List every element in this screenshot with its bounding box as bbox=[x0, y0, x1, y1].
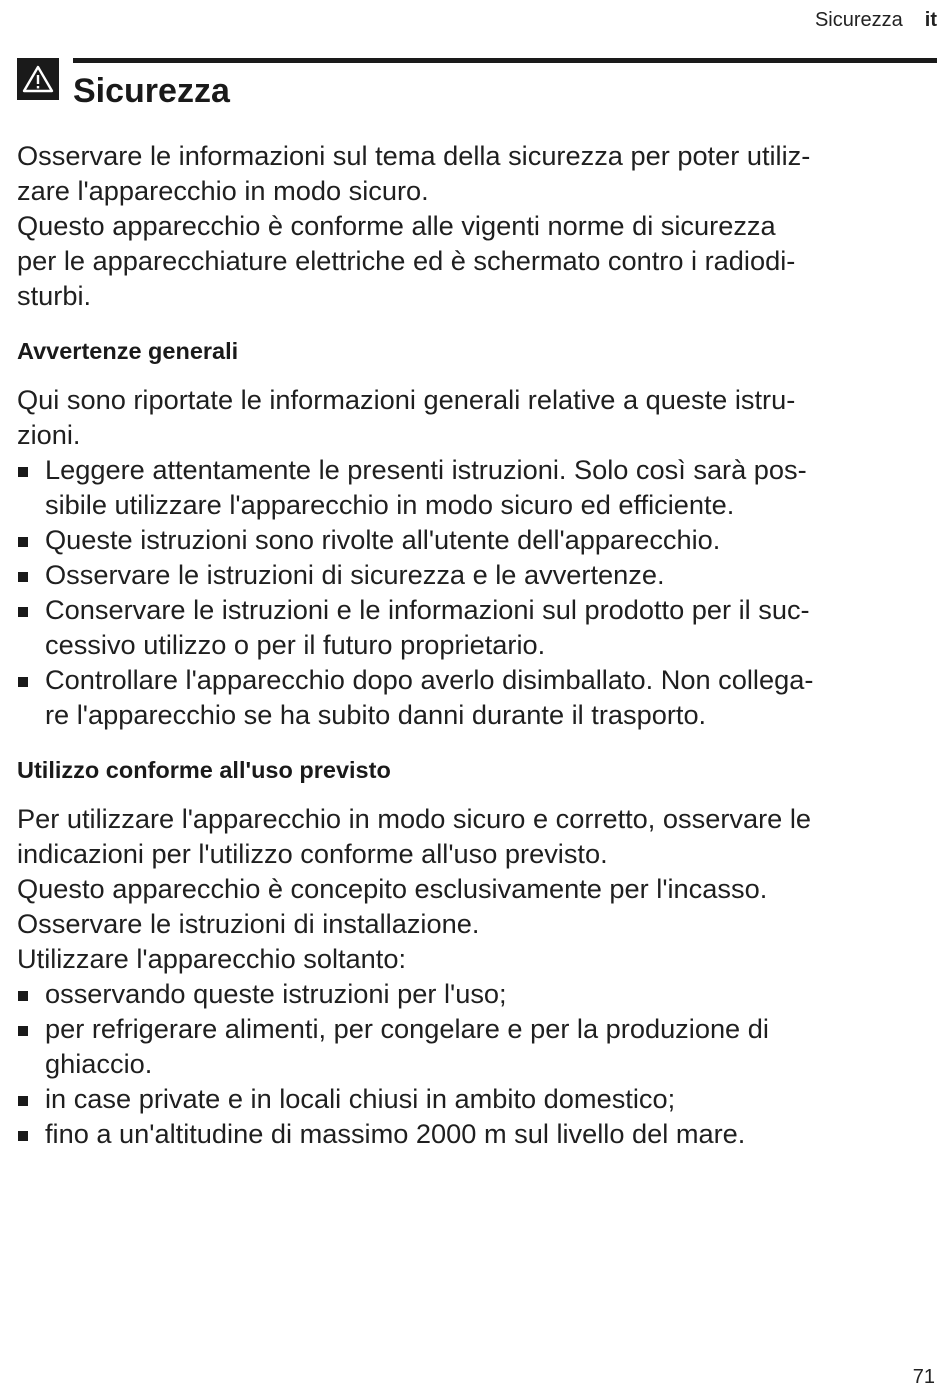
intended-use-line: Utilizzare l'apparecchio soltanto: bbox=[17, 943, 407, 974]
bullet-square-icon bbox=[18, 467, 28, 477]
page-number: 71 bbox=[912, 1366, 935, 1388]
general-intro-line: zioni. bbox=[17, 419, 81, 450]
bullet-square-icon bbox=[18, 537, 28, 547]
intro-line: per le apparecchiature elettriche ed è schermato contro i radiodi- bbox=[17, 245, 796, 276]
general-intro-line: Qui sono riportate le informazioni generali relative a queste istru- bbox=[17, 384, 796, 415]
list-item: fino a un'altitudine di massimo 2000 m sul livello del mare. bbox=[17, 1116, 937, 1151]
intended-use-heading: Utilizzo conforme all'uso previsto bbox=[17, 757, 391, 783]
bullet-square-icon bbox=[18, 1026, 28, 1036]
list-item: Conservare le istruzioni e le informazioni sul prodotto per il suc- cessivo utilizzo o per il futuro proprietario. bbox=[17, 592, 937, 662]
bullet-square-icon bbox=[18, 607, 28, 617]
intended-use-intro bbox=[17, 801, 937, 976]
general-intro bbox=[17, 382, 937, 452]
page-content bbox=[17, 138, 937, 1151]
list-item: per refrigerare alimenti, per congelare e per la produzione di ghiaccio. bbox=[17, 1011, 937, 1081]
intended-use-line: Osservare le istruzioni di installazione. bbox=[17, 908, 480, 939]
general-heading: Avvertenze generali bbox=[17, 338, 239, 364]
intro-line: Questo apparecchio è conforme alle vigenti norme di sicurezza bbox=[17, 210, 776, 241]
list-item: in case private e in locali chiusi in ambito domestico; bbox=[17, 1081, 937, 1116]
bullet-square-icon bbox=[18, 1131, 28, 1141]
list-item: osservando queste istruzioni per l'uso; bbox=[17, 976, 937, 1011]
page-title: Sicurezza bbox=[73, 72, 230, 110]
list-item: Queste istruzioni sono rivolte all'utente dell'apparecchio. bbox=[17, 522, 937, 557]
intended-use-line: indicazioni per l'utilizzo conforme all'uso previsto. bbox=[17, 838, 608, 869]
intended-use-list bbox=[17, 976, 937, 1151]
list-item: Controllare l'apparecchio dopo averlo disimballato. Non collega- re l'apparecchio se ha subito danni durante il trasporto. bbox=[17, 662, 937, 732]
general-list bbox=[17, 452, 937, 732]
intro-line: zare l'apparecchio in modo sicuro. bbox=[17, 175, 429, 206]
intended-use-line: Per utilizzare l'apparecchio in modo sicuro e corretto, osservare le bbox=[17, 803, 811, 834]
intended-use-line: Questo apparecchio è concepito esclusivamente per l'incasso. bbox=[17, 873, 768, 904]
warning-triangle-icon bbox=[17, 58, 59, 100]
title-rule bbox=[73, 58, 937, 63]
intro-line: sturbi. bbox=[17, 280, 92, 311]
running-header-section: Sicurezza bbox=[814, 9, 903, 31]
bullet-square-icon bbox=[18, 677, 28, 687]
list-item: Leggere attentamente le presenti istruzioni. Solo così sarà pos- sibile utilizzare l'apparecchio in modo sicuro ed efficiente. bbox=[17, 452, 937, 522]
list-item: Osservare le istruzioni di sicurezza e le avvertenze. bbox=[17, 557, 937, 592]
bullet-square-icon bbox=[18, 991, 28, 1001]
section-title-row bbox=[17, 58, 937, 112]
bullet-square-icon bbox=[18, 572, 28, 582]
bullet-square-icon bbox=[18, 1096, 28, 1106]
running-header-language: it bbox=[924, 9, 937, 31]
intro-paragraph bbox=[17, 138, 937, 313]
intro-line: Osservare le informazioni sul tema della sicurezza per poter utiliz- bbox=[17, 140, 811, 171]
running-header bbox=[815, 9, 937, 32]
